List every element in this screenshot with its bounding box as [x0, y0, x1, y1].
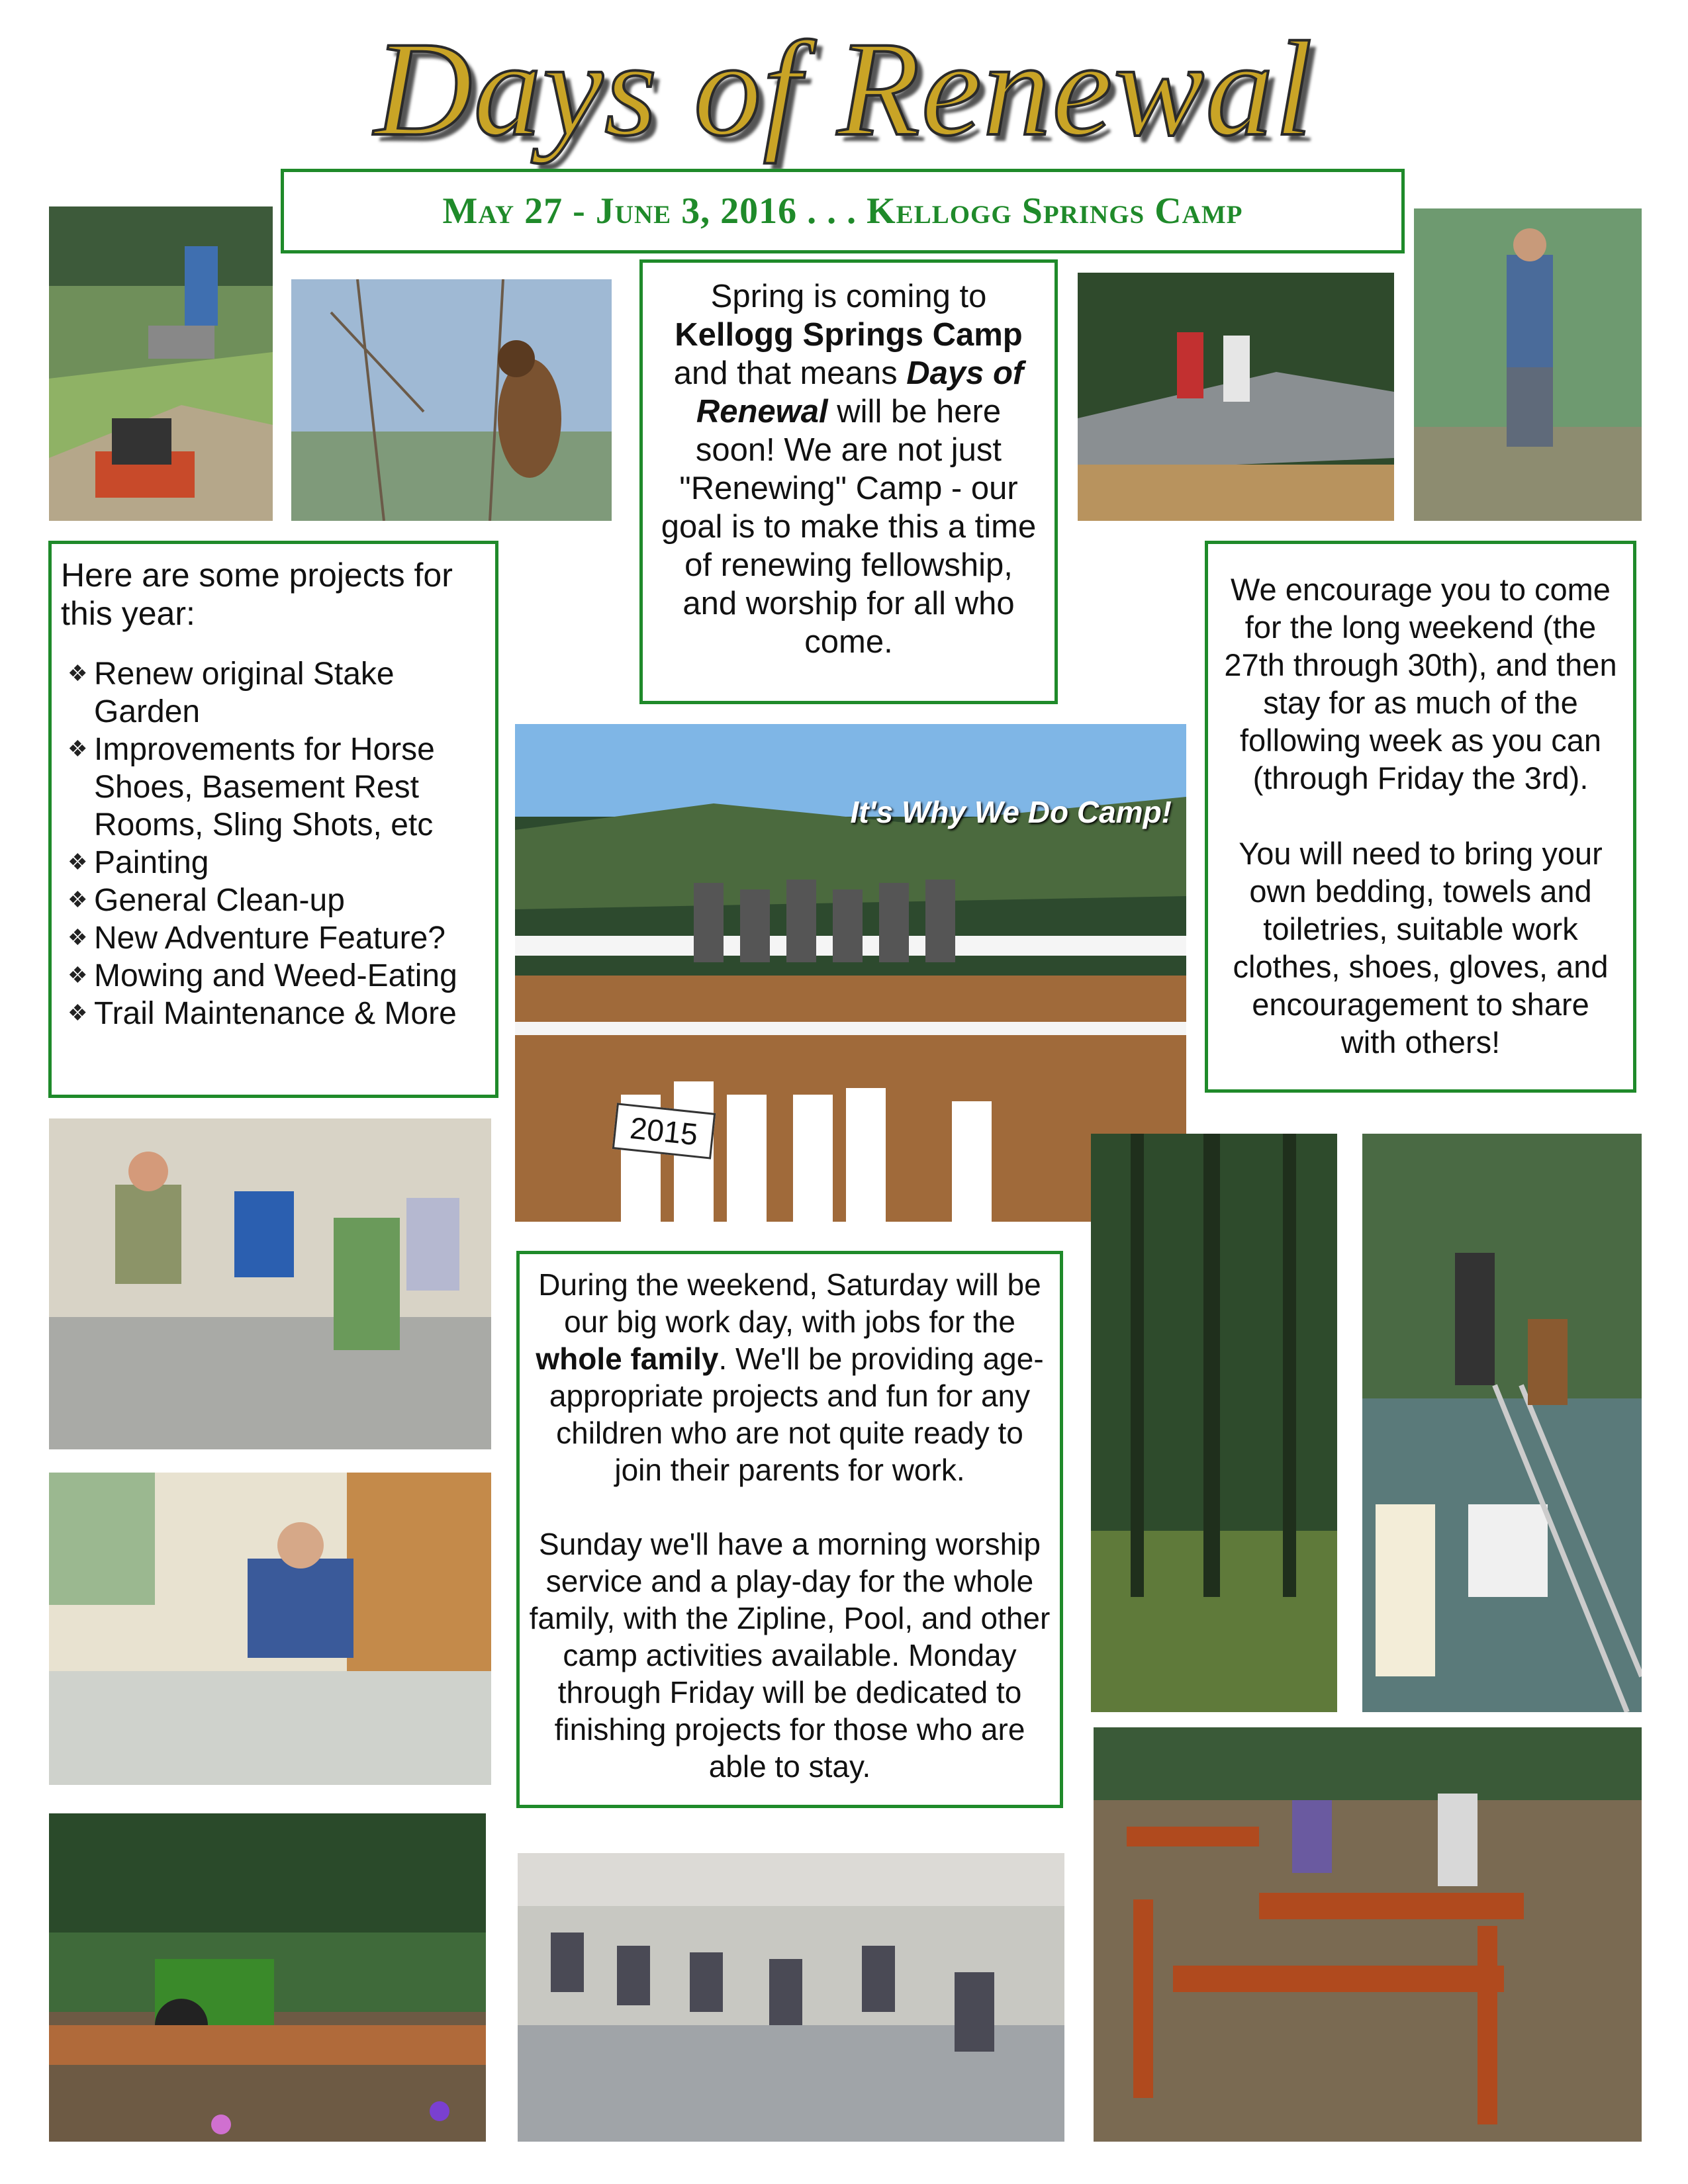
weekend-box	[516, 1251, 1063, 1808]
diamond-bullet-icon: ❖	[68, 661, 88, 686]
list-item: ❖ Improvements for Horse Shoes, Basement Rest Rooms, Sling Shots, etc	[68, 732, 435, 842]
photo-ladder-roof	[1362, 1134, 1642, 1712]
projects-list	[61, 655, 486, 1032]
photo-dining-hall	[518, 1853, 1064, 2142]
photo-tractor	[49, 1813, 486, 2142]
list-item: ❖ Painting	[68, 845, 209, 880]
photo-forest	[1091, 1134, 1337, 1712]
diamond-bullet-icon: ❖	[68, 1001, 88, 1026]
diamond-bullet-icon: ❖	[68, 737, 88, 762]
photo-kitchen-crew	[49, 1118, 491, 1449]
fence-sign-2015: 2015	[612, 1103, 716, 1159]
photo-benches	[1094, 1727, 1642, 2142]
weekend-paragraph-1: During the weekend, Saturday will be our big work day, with jobs for the whole family. We'll be providing age-appropriate projects and fun for any children who are not quite ready to join their parents for work.	[536, 1267, 1044, 1487]
photo-painting-wall	[49, 1473, 491, 1785]
photo-man-mowing	[49, 206, 273, 521]
list-item: ❖ Trail Maintenance & More	[68, 996, 457, 1031]
encourage-box	[1205, 541, 1636, 1093]
encourage-paragraph-1: We encourage you to come for the long weekend (the 27th through 30th), and then stay for as much of the following week as you can (through Friday the 3rd).	[1224, 572, 1617, 796]
diamond-bullet-icon: ❖	[68, 963, 88, 988]
photo-hawk	[291, 279, 612, 521]
projects-title: Here are some projects for this year:	[61, 557, 453, 632]
list-item: ❖ New Adventure Feature?	[68, 921, 445, 956]
feature-photo-caption: It's Why We Do Camp!	[850, 795, 1172, 829]
projects-box	[48, 541, 498, 1098]
page-title: Days of Renewal	[374, 14, 1314, 164]
diamond-bullet-icon: ❖	[68, 925, 88, 950]
intro-paragraph: Spring is coming to Kellogg Springs Camp and that means Days of Renewal will be here soon! We are not just "Renewing" Camp - our goal is to make this a time of renewing fellowship, and worship for all who come.	[661, 279, 1037, 660]
event-dates-banner	[281, 169, 1405, 253]
event-dates-text: May 27 - June 3, 2016 . . . Kellogg Springs Camp	[442, 191, 1243, 232]
intro-box	[639, 259, 1058, 704]
photo-roof-workers	[1078, 273, 1394, 521]
encourage-paragraph-2: You will need to bring your own bedding, towels and toiletries, suitable work clothes, shoes, gloves, and encouragement to share with others!	[1233, 836, 1609, 1060]
list-item: ❖ Mowing and Weed-Eating	[68, 958, 457, 993]
list-item: ❖ Renew original Stake Garden	[68, 657, 395, 729]
photo-weed-eating	[1414, 208, 1642, 521]
list-item: ❖ General Clean-up	[68, 883, 345, 918]
diamond-bullet-icon: ❖	[68, 887, 88, 913]
diamond-bullet-icon: ❖	[68, 850, 88, 875]
weekend-paragraph-2: Sunday we'll have a morning worship service and a play-day for the whole family, with the Zipline, Pool, and other camp activities available. Monday through Friday will be dedicated to finishing projects for those who are able to stay.	[529, 1527, 1051, 1784]
